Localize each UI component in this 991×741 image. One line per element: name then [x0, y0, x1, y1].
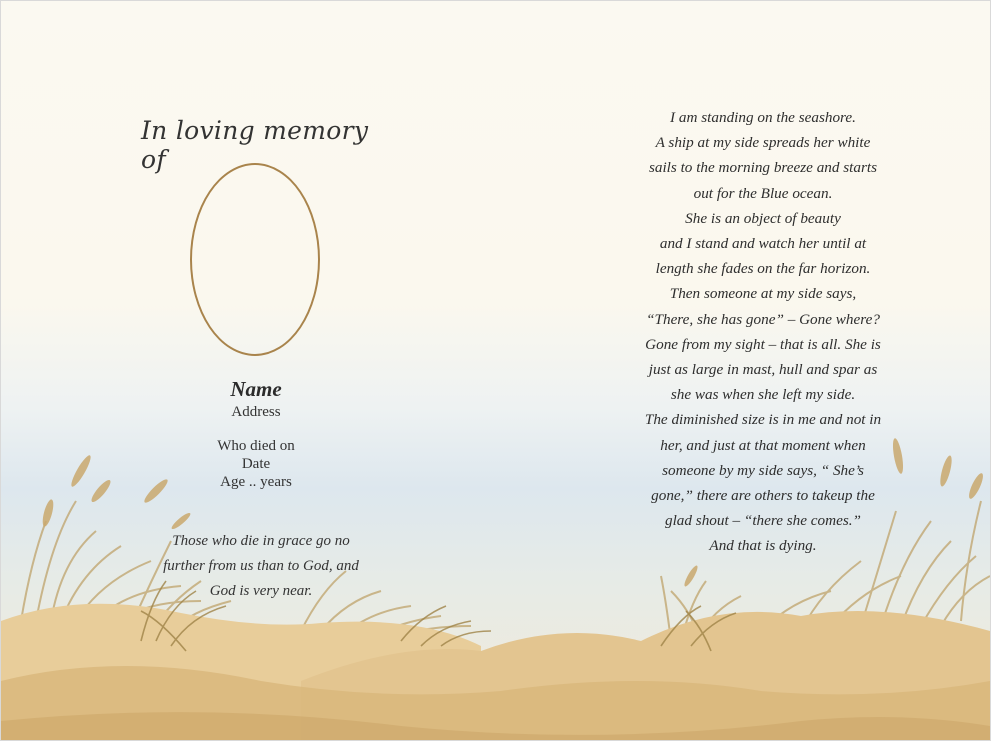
poem-line: Gone from my sight – that is all. She is — [645, 335, 881, 353]
who-died-on-label: Who died on — [217, 438, 295, 454]
poem-line: And that is dying. — [709, 537, 817, 555]
poem-line: A ship at my side spreads her white — [655, 134, 871, 152]
address: Address — [231, 404, 281, 420]
poem-line: She is an object of beauty — [685, 209, 841, 227]
quote-line: further from us than to God, and — [163, 558, 359, 574]
poem-line: out for the Blue ocean. — [693, 184, 833, 202]
quote-line: Those who die in grace go no — [172, 533, 350, 549]
poem-line: just as large in mast, hull and spar as — [648, 361, 878, 379]
grace-quote — [141, 529, 381, 604]
poem — [613, 105, 913, 559]
deceased-name: Name — [230, 377, 282, 401]
photo-frame[interactable] — [190, 163, 320, 356]
poem-line: length she fades on the far horizon. — [655, 260, 871, 278]
date: Date — [241, 456, 271, 472]
poem-line: gone,” there are others to takeup the — [651, 487, 875, 505]
poem-line: Then someone at my side says, — [669, 285, 857, 303]
page-title: In loving memory of — [141, 116, 369, 174]
quote-line: God is very near. — [209, 583, 313, 599]
poem-line: “There, she has gone” – Gone where? — [646, 310, 880, 328]
age: Age .. years — [220, 474, 292, 490]
poem-line: I am standing on the seashore. — [670, 109, 856, 126]
poem-line: The diminished size is in me and not in — [644, 411, 882, 429]
poem-line: someone by my side says, “ She’s — [662, 461, 864, 479]
poem-line: sails to the morning breeze and starts — [648, 159, 878, 177]
poem-line: and I stand and watch her until at — [659, 235, 867, 253]
poem-line: her, and just at that moment when — [660, 436, 866, 454]
poem-line: glad shout – “there she comes.” — [664, 512, 862, 530]
poem-line: she was when she left my side. — [670, 386, 856, 404]
